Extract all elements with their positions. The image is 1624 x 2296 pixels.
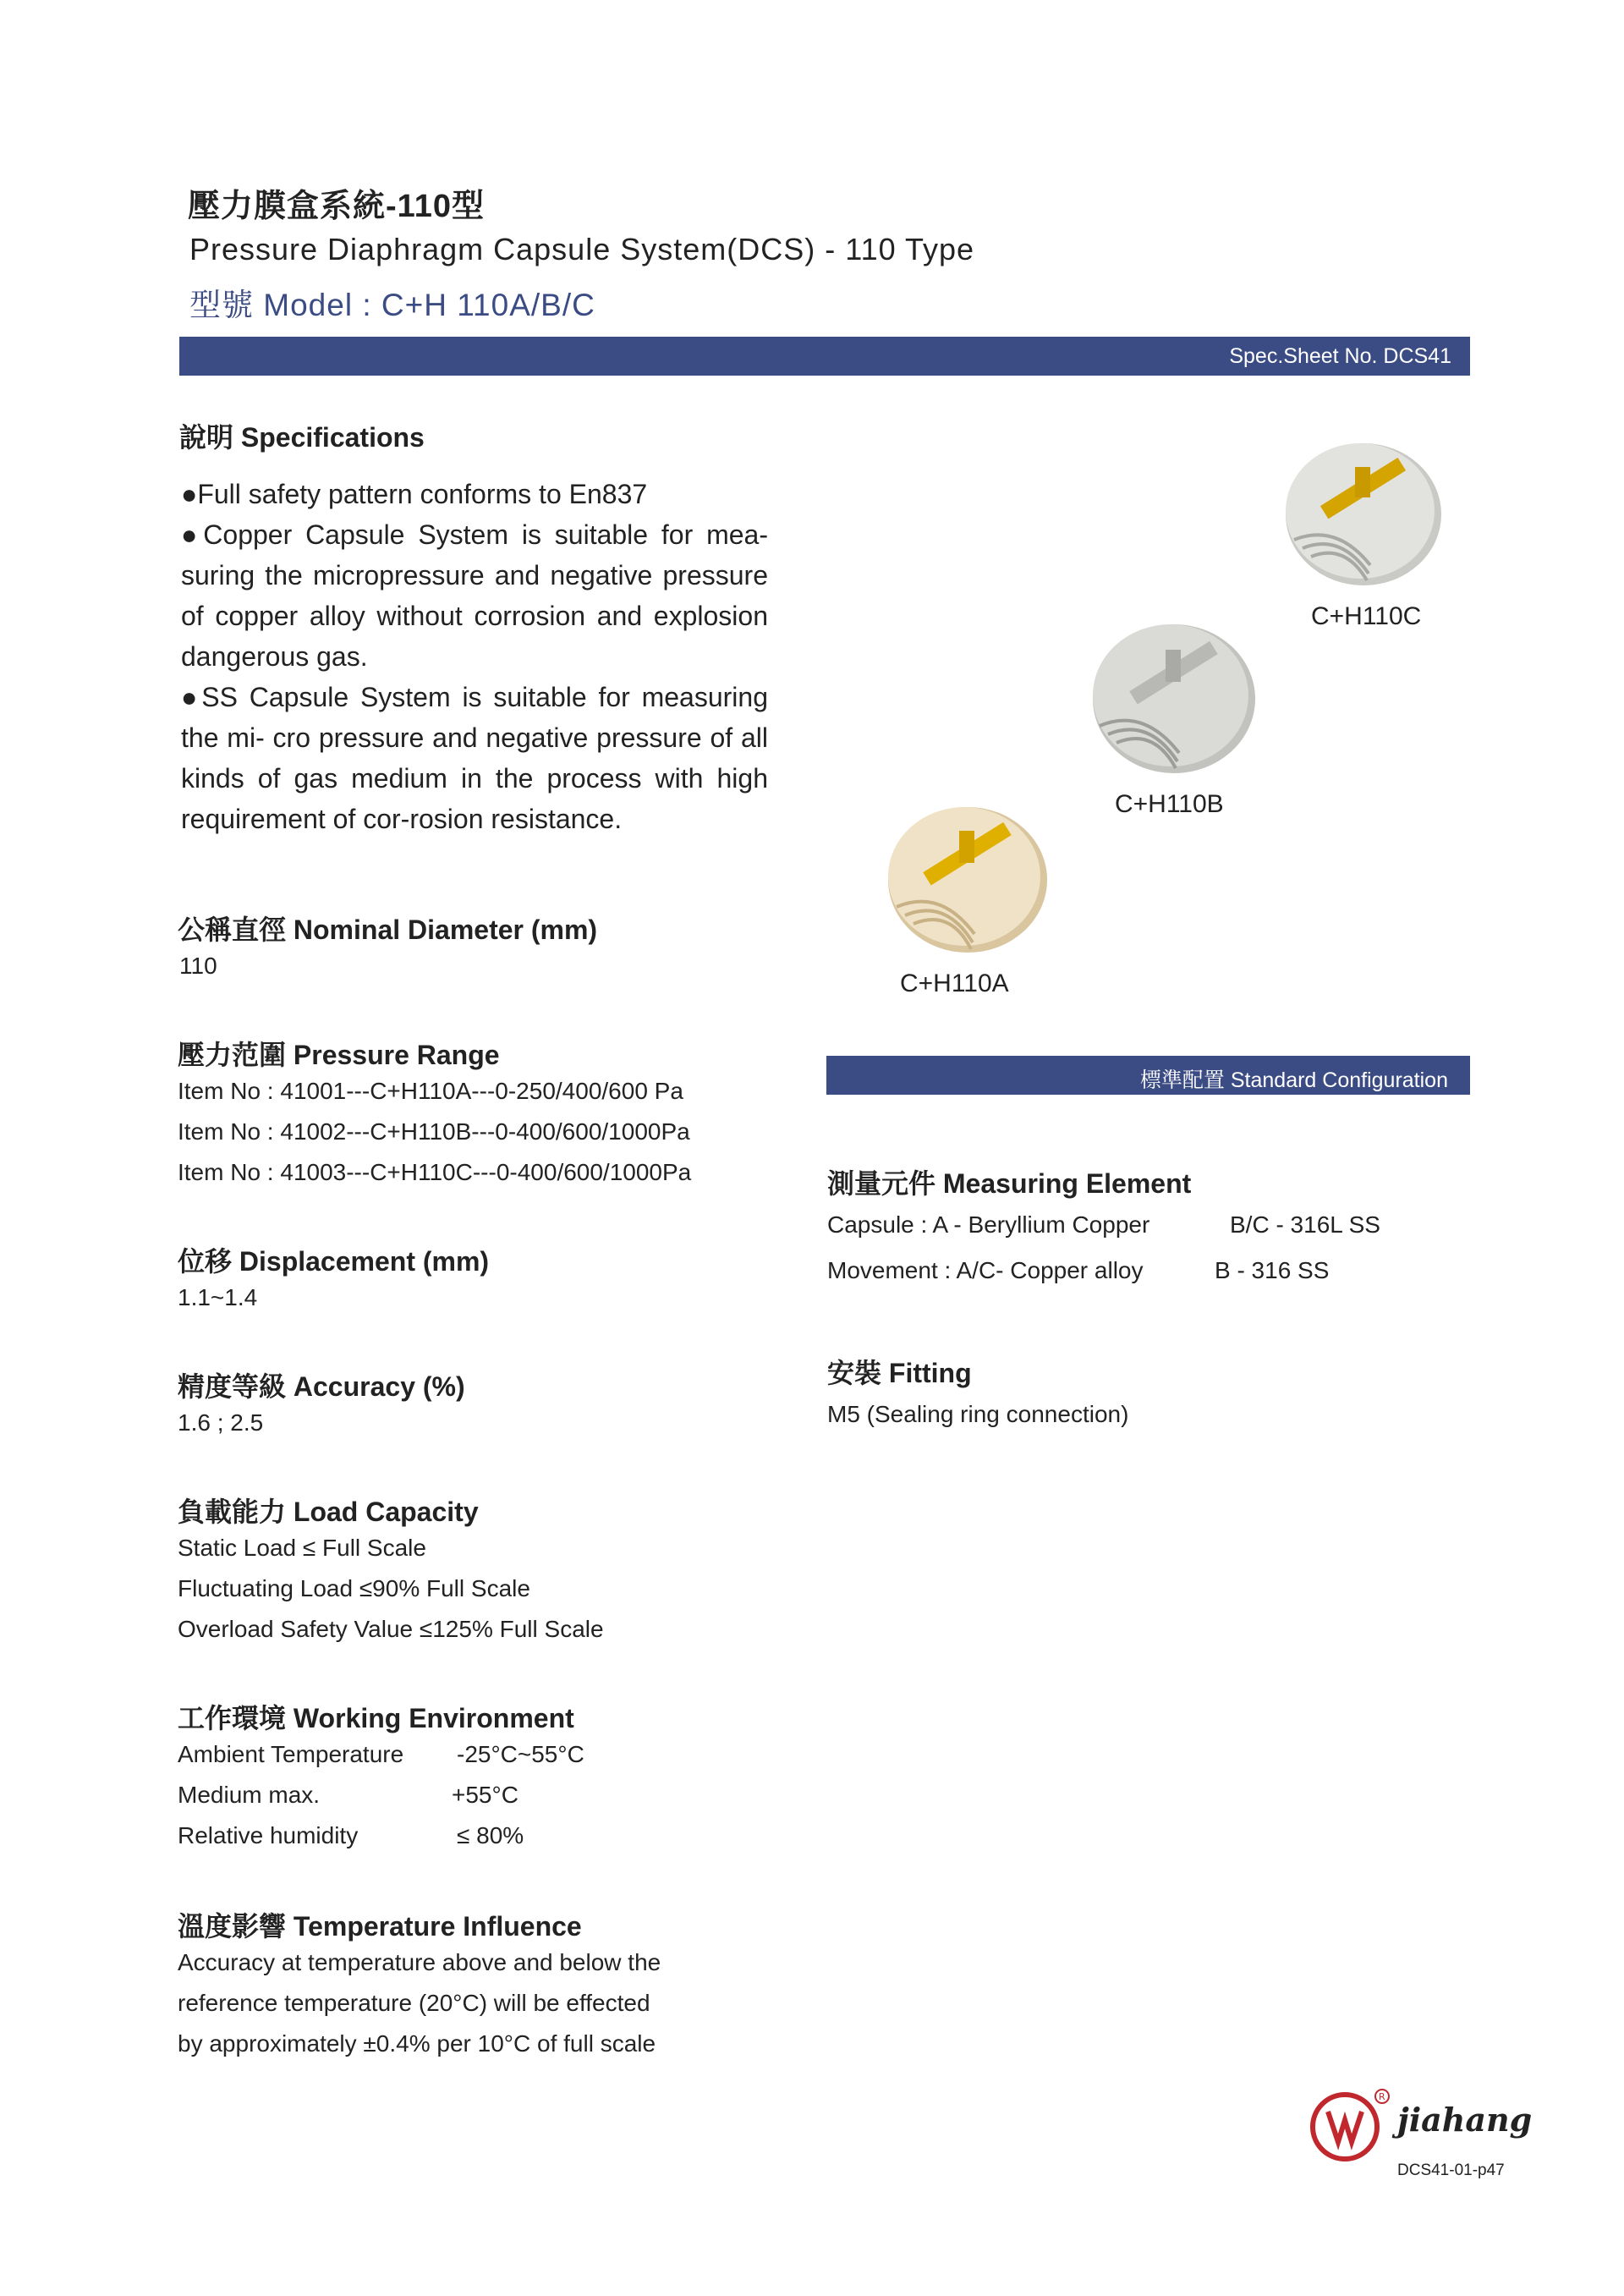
- svg-text:R: R: [1379, 2091, 1385, 2102]
- specifications-heading: 說明 Specifications: [179, 422, 425, 453]
- environment-label: Relative humidity: [178, 1822, 359, 1848]
- load-capacity-item: Overload Safety Value ≤125% Full Scale: [178, 1616, 604, 1642]
- movement-material-alt: B - 316 SS: [1215, 1257, 1330, 1283]
- environment-value: +55°C: [452, 1782, 518, 1808]
- environment-value: -25°C~55°C: [457, 1741, 584, 1767]
- fitting-heading: 安裝 Fitting: [827, 1358, 972, 1388]
- displacement-value: 1.1~1.4: [178, 1284, 258, 1310]
- environment-value: ≤ 80%: [457, 1822, 524, 1848]
- measuring-element-heading: 測量元件 Measuring Element: [827, 1168, 1192, 1199]
- model-number: 型號 Model : C+H 110A/B/C: [189, 288, 595, 322]
- spec-sheet-number: Spec.Sheet No. DCS41: [1229, 344, 1451, 368]
- specifications-list: [181, 474, 768, 839]
- pressure-range-item: Item No : 41003---C+H110C---0-400/600/1000Pa: [178, 1159, 692, 1185]
- capsule-material-alt: B/C - 316L SS: [1230, 1211, 1380, 1238]
- nominal-diameter-heading: 公稱直徑 Nominal Diameter (mm): [178, 915, 598, 945]
- movement-material: Movement : A/C- Copper alloy: [827, 1257, 1144, 1283]
- page-code: DCS41-01-p47: [1397, 2161, 1505, 2179]
- temperature-influence-heading: 溫度影響 Temperature Influence: [178, 1911, 582, 1942]
- page-title-english: Pressure Diaphragm Capsule System(DCS) - 110 Type: [189, 232, 975, 266]
- working-environment-heading: 工作環境 Working Environment: [178, 1703, 574, 1733]
- displacement-heading: 位移 Displacement (mm): [178, 1246, 490, 1277]
- capsule-c-label: C+H110C: [1311, 602, 1422, 630]
- spec-bullet: ●SS Capsule System is suitable for measuring the mi- cro pressure and negative pressure of all kinds of gas medium in the process with high requirement of cor-rosion resistance.: [181, 682, 769, 834]
- capsule-b-image: [1074, 618, 1269, 778]
- accuracy-value: 1.6 ; 2.5: [178, 1409, 264, 1436]
- load-capacity-heading: 負載能力 Load Capacity: [178, 1497, 479, 1527]
- standard-configuration-bar: [826, 1056, 1470, 1095]
- capsule-material: Capsule : A - Beryllium Copper: [827, 1211, 1150, 1238]
- pressure-range-heading: 壓力范圍 Pressure Range: [178, 1040, 500, 1070]
- temperature-influence-line: Accuracy at temperature above and below the: [178, 1949, 661, 1975]
- environment-label: Medium max.: [178, 1782, 321, 1808]
- bullet-dot: ●: [181, 519, 204, 550]
- capsule-b-label: C+H110B: [1115, 790, 1224, 818]
- spec-sheet-bar: [179, 337, 1470, 376]
- capsule-c-image: [1269, 438, 1455, 590]
- bullet-dot: ●: [181, 479, 198, 509]
- temperature-influence-line: by approximately ±0.4% per 10°C of full scale: [178, 2030, 656, 2057]
- pressure-range-item: Item No : 41002---C+H110B---0-400/600/1000Pa: [178, 1118, 690, 1145]
- load-capacity-item: Fluctuating Load ≤90% Full Scale: [178, 1575, 530, 1601]
- nominal-diameter-value: 110: [179, 953, 217, 979]
- page-title-chinese: 壓力膜盒系統-110型: [188, 189, 485, 224]
- environment-label: Ambient Temperature: [178, 1741, 404, 1767]
- spec-bullet: ●Copper Capsule System is suitable for mea-suring the micropressure and negative pressure of copper alloy without corrosion and explosion dangerous gas.: [181, 519, 769, 672]
- bullet-dot: ●: [181, 682, 202, 712]
- capsule-a-image: [873, 800, 1059, 958]
- pressure-range-item: Item No : 41001---C+H110A---0-250/400/600 Pa: [178, 1078, 683, 1104]
- accuracy-heading: 精度等級 Accuracy (%): [178, 1371, 465, 1402]
- fitting-value: M5 (Sealing ring connection): [827, 1401, 1129, 1427]
- standard-configuration-label: 標準配置 Standard Configuration: [1139, 1068, 1448, 1092]
- spec-bullet: ●Full safety pattern conforms to En837: [181, 479, 648, 509]
- jiahang-logo-icon: [1309, 2086, 1394, 2162]
- load-capacity-item: Static Load ≤ Full Scale: [178, 1535, 426, 1561]
- brand-name: jiahang: [1397, 2101, 1533, 2139]
- capsule-a-label: C+H110A: [900, 969, 1009, 997]
- temperature-influence-line: reference temperature (20°C) will be effected: [178, 1990, 650, 2016]
